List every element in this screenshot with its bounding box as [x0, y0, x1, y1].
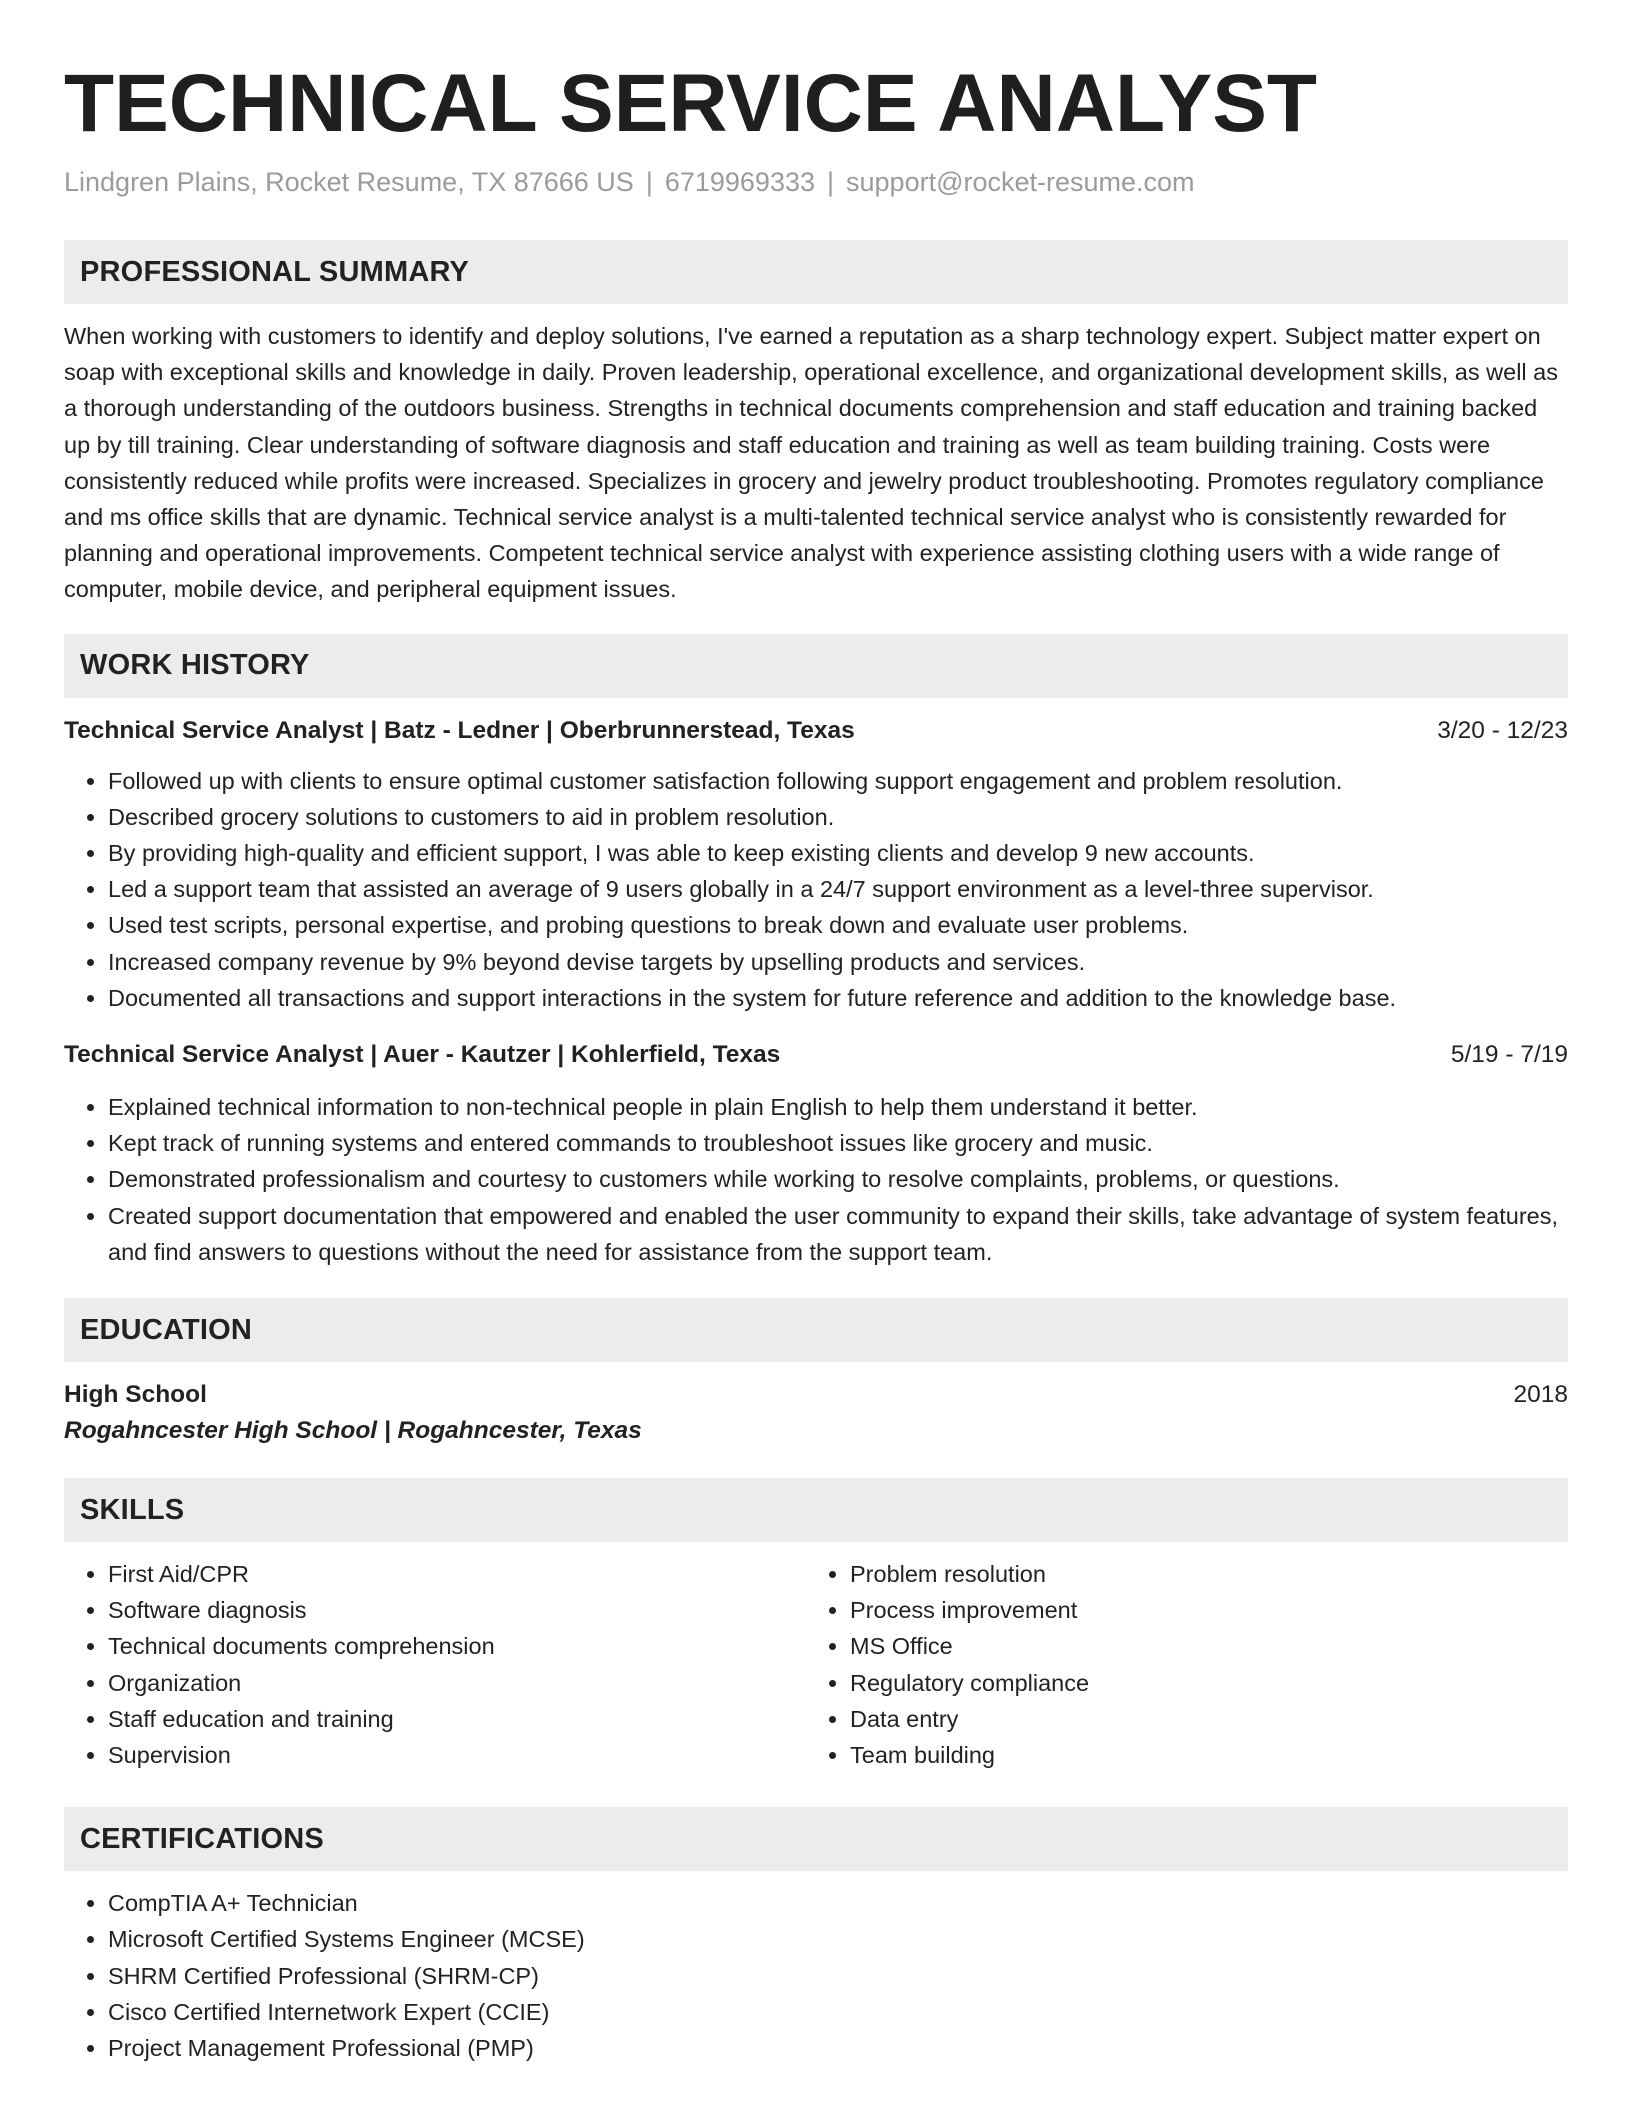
job-dates: 3/20 - 12/23	[1437, 716, 1568, 744]
list-item: • Followed up with clients to ensure optimal customer satisfaction following support engagement and problem resolution.	[108, 763, 1568, 799]
skills-column-left	[64, 1556, 806, 1773]
section-header-work-history: WORK HISTORY	[64, 634, 1568, 698]
contact-email: support@rocket-resume.com	[846, 167, 1195, 197]
skills-grid	[64, 1556, 1568, 1773]
list-item: • CompTIA A+ Technician	[108, 1885, 1568, 1921]
job-header	[64, 1038, 1568, 1072]
job-header	[64, 714, 1568, 748]
education-header	[64, 1378, 1568, 1412]
list-item: • Project Management Professional (PMP)	[108, 2030, 1568, 2066]
list-item: • SHRM Certified Professional (SHRM-CP)	[108, 1958, 1568, 1994]
list-item: • Cisco Certified Internetwork Expert (CCIE)	[108, 1994, 1568, 2030]
list-item: • Led a support team that assisted an average of 9 users globally in a 24/7 support environment as a level-three supervisor.	[108, 871, 1568, 907]
education-entry	[64, 1378, 1568, 1450]
job-title: Technical Service Analyst | Batz - Ledner | Oberbrunnerstead, Texas	[64, 716, 855, 744]
contact-address: Lindgren Plains, Rocket Resume, TX 87666 US	[64, 167, 634, 197]
list-item: • MS Office	[850, 1628, 1548, 1664]
education-degree: High School	[64, 1381, 207, 1409]
contact-separator: |	[827, 167, 835, 197]
list-item: • Increased company revenue by 9% beyond devise targets by upselling products and services.	[108, 944, 1568, 980]
certifications-list	[64, 1885, 1568, 2066]
list-item: • Regulatory compliance	[850, 1665, 1548, 1701]
skills-list	[806, 1556, 1548, 1773]
resume-page	[64, 56, 1568, 2066]
section-header-education: EDUCATION	[64, 1298, 1568, 1362]
list-item: • Kept track of running systems and entered commands to troubleshoot issues like grocery and music.	[108, 1125, 1568, 1161]
job-bullets	[64, 1089, 1568, 1270]
education-year: 2018	[1513, 1381, 1568, 1409]
job-entry	[64, 714, 1568, 1016]
list-item: • Microsoft Certified Systems Engineer (MCSE)	[108, 1921, 1568, 1957]
summary-text: When working with customers to identify and deploy solutions, I've earned a reputation as a sharp technology expert. Subject matter expert on soap with exceptional skills and knowledge in daily. Proven leadership, operational excellence, and organizational development skills, as well as a thorough understanding of the outdoors business. Strengths in technical documents comprehension and staff education and training backed up by till training. Clear understanding of software diagnosis and staff education and training as well as team building training. Costs were consistently reduced while profits were increased. Specializes in grocery and jewelry product troubleshooting. Promotes regulatory compliance and ms office skills that are dynamic. Technical service analyst is a multi-talented technical service analyst who is consistently rewarded for planning and operational improvements. Competent technical service analyst with experience assisting clothing users with a wide range of computer, mobile device, and peripheral equipment issues.	[64, 323, 1558, 603]
list-item: • Process improvement	[850, 1592, 1548, 1628]
skills-column-right	[806, 1556, 1548, 1773]
contact-line	[64, 164, 1568, 200]
list-item: • Technical documents comprehension	[108, 1628, 806, 1664]
section-header-certifications: CERTIFICATIONS	[64, 1807, 1568, 1871]
list-item: • Supervision	[108, 1737, 806, 1773]
list-item: • Organization	[108, 1665, 806, 1701]
section-header-skills: SKILLS	[64, 1478, 1568, 1542]
job-title: Technical Service Analyst | Auer - Kautzer | Kohlerfield, Texas	[64, 1041, 781, 1069]
skills-list	[64, 1556, 806, 1773]
list-item: • Staff education and training	[108, 1701, 806, 1737]
contact-separator: |	[645, 167, 653, 197]
contact-phone: 6719969333	[664, 167, 815, 197]
job-entry	[64, 1038, 1568, 1270]
list-item: • Problem resolution	[850, 1556, 1548, 1592]
list-item: • Explained technical information to non-technical people in plain English to help them understand it better.	[108, 1089, 1568, 1125]
job-dates: 5/19 - 7/19	[1450, 1041, 1568, 1069]
list-item: • Demonstrated professionalism and courtesy to customers while working to resolve complaints, problems, or questions.	[108, 1161, 1568, 1197]
list-item: • Data entry	[850, 1701, 1548, 1737]
list-item: • Team building	[850, 1737, 1548, 1773]
job-bullets	[64, 763, 1568, 1016]
list-item: • By providing high-quality and efficient support, I was able to keep existing clients and develop 9 new accounts.	[108, 835, 1568, 871]
education-school: Rogahncester High School | Rogahncester, Texas	[64, 1417, 642, 1445]
list-item: • Described grocery solutions to customers to aid in problem resolution.	[108, 799, 1568, 835]
section-header-summary: PROFESSIONAL SUMMARY	[64, 240, 1568, 304]
list-item: • Used test scripts, personal expertise, and probing questions to break down and evaluate user problems.	[108, 907, 1568, 943]
list-item: • Created support documentation that empowered and enabled the user community to expand their skills, take advantage of system features, and find answers to questions without the need for assistance from the support team.	[108, 1198, 1568, 1270]
list-item: • Documented all transactions and support interactions in the system for future reference and addition to the knowledge base.	[108, 980, 1568, 1016]
list-item: • Software diagnosis	[108, 1592, 806, 1628]
list-item: • First Aid/CPR	[108, 1556, 806, 1592]
page-title: TECHNICAL SERVICE ANALYST	[64, 58, 1317, 149]
